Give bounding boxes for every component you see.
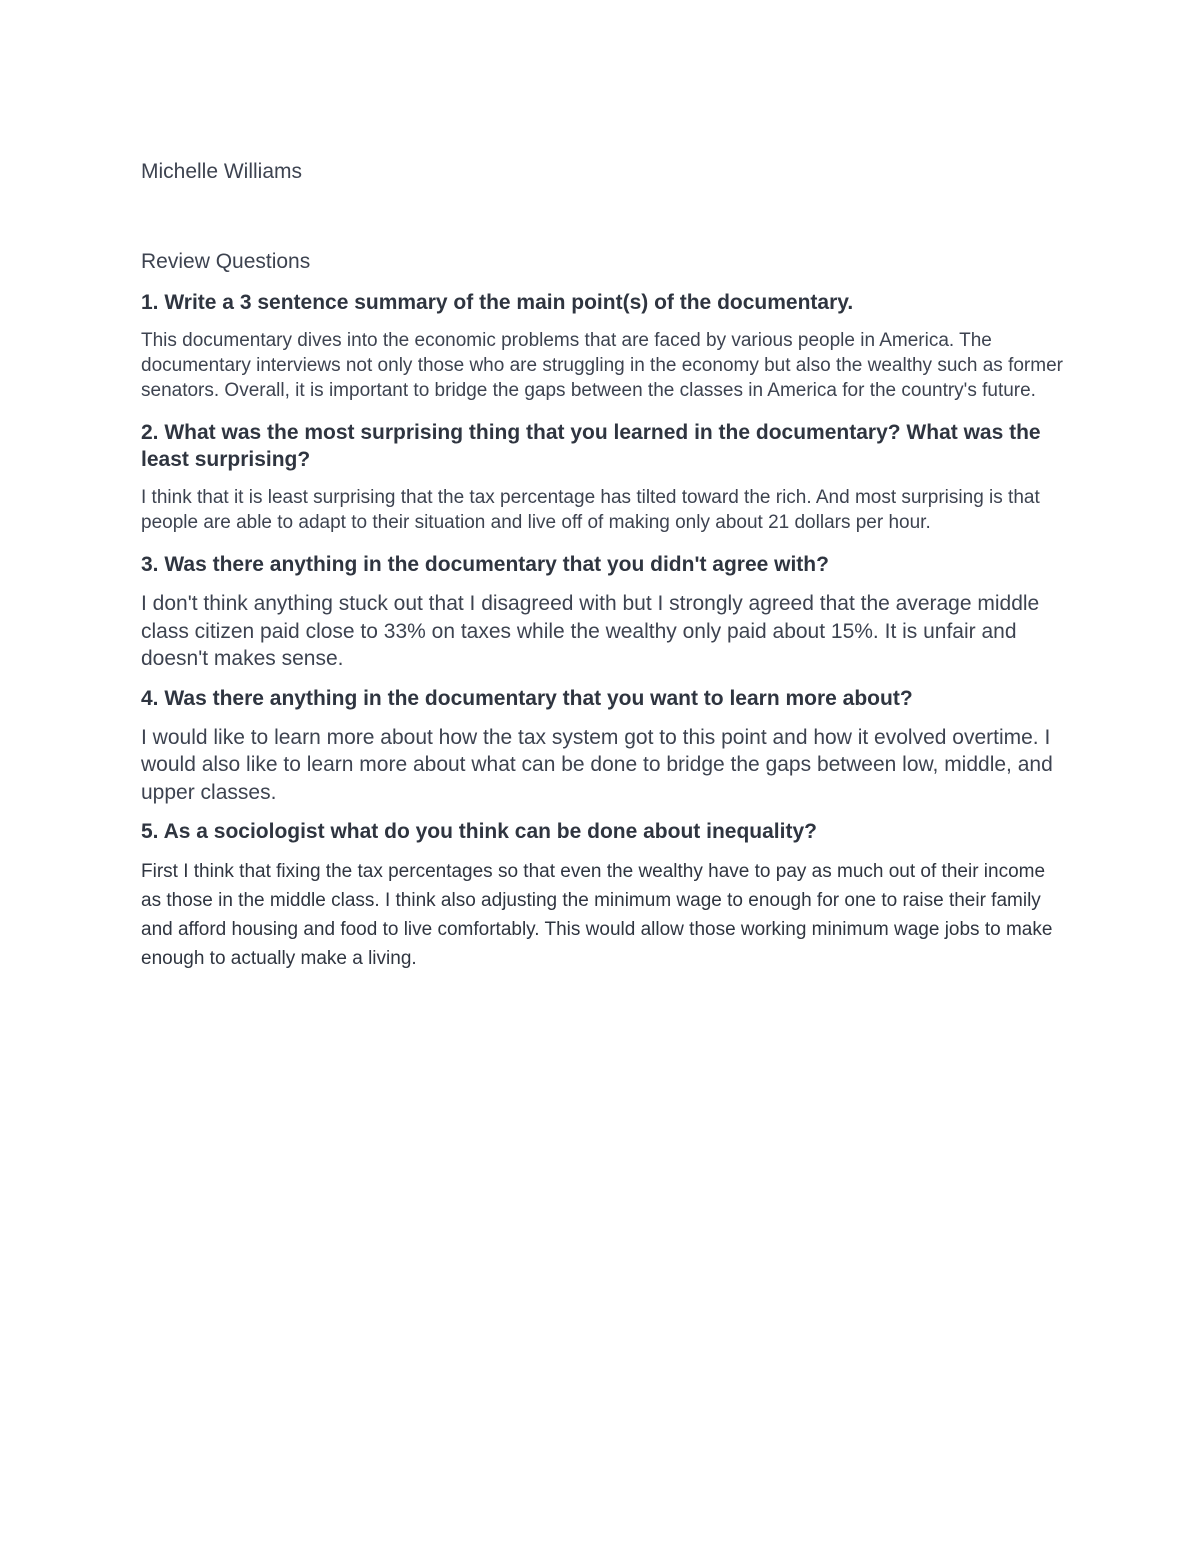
author-name: Michelle Williams [141,160,303,183]
question-4: 4. Was there anything in the documentary that you want to learn more about? [141,686,913,710]
section-title: Review Questions [141,250,311,273]
answer-4: I would like to learn more about how the tax system got to this point and how it evolved overtime. I would also like to learn more about what can be done to bridge the gaps between low, middle, and upper classes. [141,725,1053,804]
question-5: 5. As a sociologist what do you think can be done about inequality? [141,820,817,843]
question-2: 2. What was the most surprising thing that you learned in the documentary? What was the least surprising? [141,421,1041,471]
answer-5: First I think that fixing the tax percentages so that even the wealthy have to pay as much out of their income as those in the middle class. I think also adjusting the minimum wage to enough for one to raise their family and afford housing and food to live comfortably. This would allow those working minimum wage jobs to make enough to actually make a living. [141,861,1053,969]
document-body [141,158,1066,973]
answer-1: This documentary dives into the economic problems that are faced by various people in America. The documentary interviews not only those who are struggling in the economy but also the wealthy such as former senators. Overall, it is important to bridge the gaps between the classes in America for the country's future. [141,330,1063,401]
question-1: 1. Write a 3 sentence summary of the main point(s) of the documentary. [141,291,854,314]
answer-3: I don't think anything stuck out that I disagreed with but I strongly agreed that the average middle class citizen paid close to 33% on taxes while the wealthy only paid about 15%. It is unfair and doesn't makes sense. [141,592,1040,670]
answer-2: I think that it is least surprising that the tax percentage has tilted toward the rich. And most surprising is that people are able to adapt to their situation and live off of making only about 21 dollars per hour. [141,487,1040,533]
question-3: 3. Was there anything in the documentary that you didn't agree with? [141,553,829,576]
